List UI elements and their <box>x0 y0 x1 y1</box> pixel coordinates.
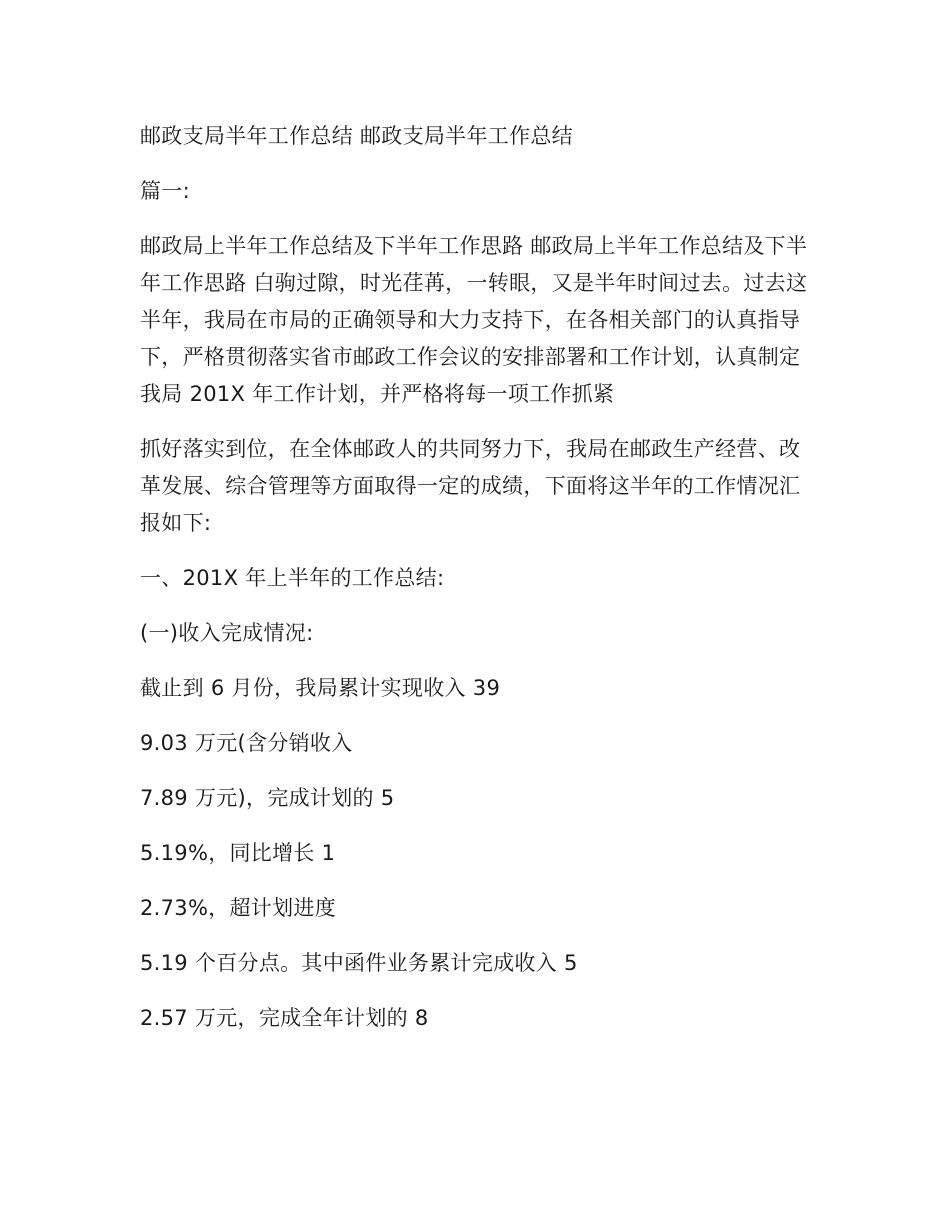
document-title: 邮政支局半年工作总结 邮政支局半年工作总结 <box>140 124 573 148</box>
part-label: 篇一: <box>140 179 190 203</box>
income-line: 2.73%，超计划进度 <box>140 896 337 920</box>
income-line: 7.89 万元)，完成计划的 5 <box>140 786 395 810</box>
subsection-heading-income: (一)收入完成情况: <box>140 621 314 645</box>
income-line: 2.57 万元，完成全年计划的 8 <box>140 1006 429 1030</box>
income-line: 5.19 个百分点。其中函件业务累计完成收入 5 <box>140 951 578 975</box>
section-heading-summary: 一、201X 年上半年的工作总结: <box>140 566 445 590</box>
document-body <box>140 118 820 1037</box>
income-line: 5.19%，同比增长 1 <box>140 841 336 865</box>
paragraph-intro: 邮政局上半年工作总结及下半年工作思路 邮政局上半年工作总结及下半年工作思路 白驹过隙，时光荏苒，一转眼，又是半年时间过去。过去这半年，我局在市局的正确领导和大力支持下，在各相关部门的认真指导下，严格贯彻落实省市邮政工作会议的安排部署和工作计划，认真制定我局 201X 年工作计划，并严格将每一项工作抓紧 <box>140 234 808 406</box>
paragraph-achievements: 抓好落实到位，在全体邮政人的共同努力下，我局在邮政生产经营、改革发展、综合管理等方面取得一定的成绩，下面将这半年的工作情况汇报如下: <box>140 437 801 535</box>
income-line: 9.03 万元(含分销收入 <box>140 731 353 755</box>
income-line: 截止到 6 月份，我局累计实现收入 39 <box>140 676 501 700</box>
